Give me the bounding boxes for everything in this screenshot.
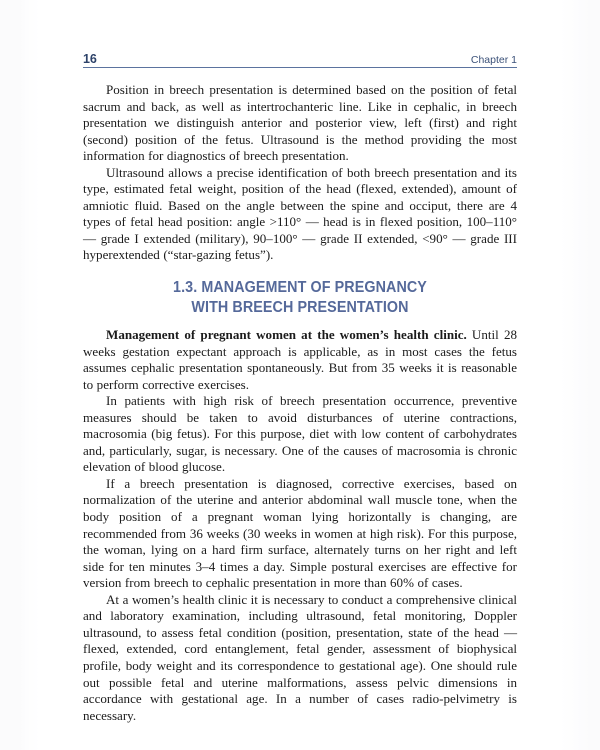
section-heading-line-2: WITH BREECH PRESENTATION [191,298,409,316]
body-text-column [83,82,517,724]
chapter-label: Chapter 1 [470,53,517,66]
page-number: 16 [83,51,97,66]
section-heading-line-1: 1.3. MANAGEMENT OF PREGNANCY [173,279,427,297]
paragraph-4: In patients with high risk of breech presentation occurrence, preventive measures should be taken to avoid disturbances of uterine contractions, macrosomia (big fetus). For this purpose, diet with low content of carbohydrates and, particularly, sugar, is necessary. One of the causes of macrosomia is chronic elevation of blood glucose. [83,393,517,475]
paragraph-3 [83,327,517,393]
paragraph-3-lead-in: Management of pregnant women at the women’s health clinic. [106,327,467,343]
paragraph-1: Position in breech presentation is determined based on the position of fetal sacrum and back, as well as intertrochanteric line. Like in cephalic, in breech presentation we distinguish anterior and posterior view, left (first) and right (second) position of the fetus. Ultrasound is the method providing the most information for diagnostics of breech presentation. [83,82,517,164]
paragraph-3-body: Until 28 weeks gestation expectant approach is applicable, as in most cases the fetus assumes cephalic presentation spontaneously. But from 35 weeks it is reasonable to perform corrective exercises. [83,327,517,392]
section-heading [98,278,502,317]
paragraph-6: At a women’s health clinic it is necessary to conduct a comprehensive clinical and laboratory examination, including ultrasound, fetal monitoring, Doppler ultrasound, to assess fetal condition (position, presentation, state of the head — flexed, extended, cord entanglement, fetal gender, assessment of biophysical profile, body weight and its correspondence to gestational age). One should rule out possible fetal and uterine malformations, assess pelvic dimensions in accordance with gestational age. In a number of cases radio-pelvimetry is necessary. [83,591,517,723]
running-head [83,46,517,68]
paragraph-2: Ultrasound allows a precise identification of both breech presentation and its type, estimated fetal weight, position of the head (flexed, extended), amount of amniotic fluid. Based on the angle between the spine and occiput, there are 4 types of fetal head position: angle >110° — head is in flexed position, 100–110° — grade I extended (military), 90–100° — grade II extended, <90° — grade III hyperextended (“star-gazing fetus”). [83,164,517,263]
paragraph-5: If a breech presentation is diagnosed, corrective exercises, based on normalization of the uterine and anterior abdominal wall muscle tone, when the body position of a pregnant woman lying horizontally is changing, are recommended from 36 weeks (30 weeks in women at high risk). For this purpose, the woman, lying on a hard firm surface, alternately turns on her right and left side for ten minutes 3–4 times a day. Simple postural exercises are effective for version from breech to cephalic presentation in more than 60% of cases. [83,475,517,591]
header-divider-rule [83,67,517,68]
page-content-area [83,0,517,750]
